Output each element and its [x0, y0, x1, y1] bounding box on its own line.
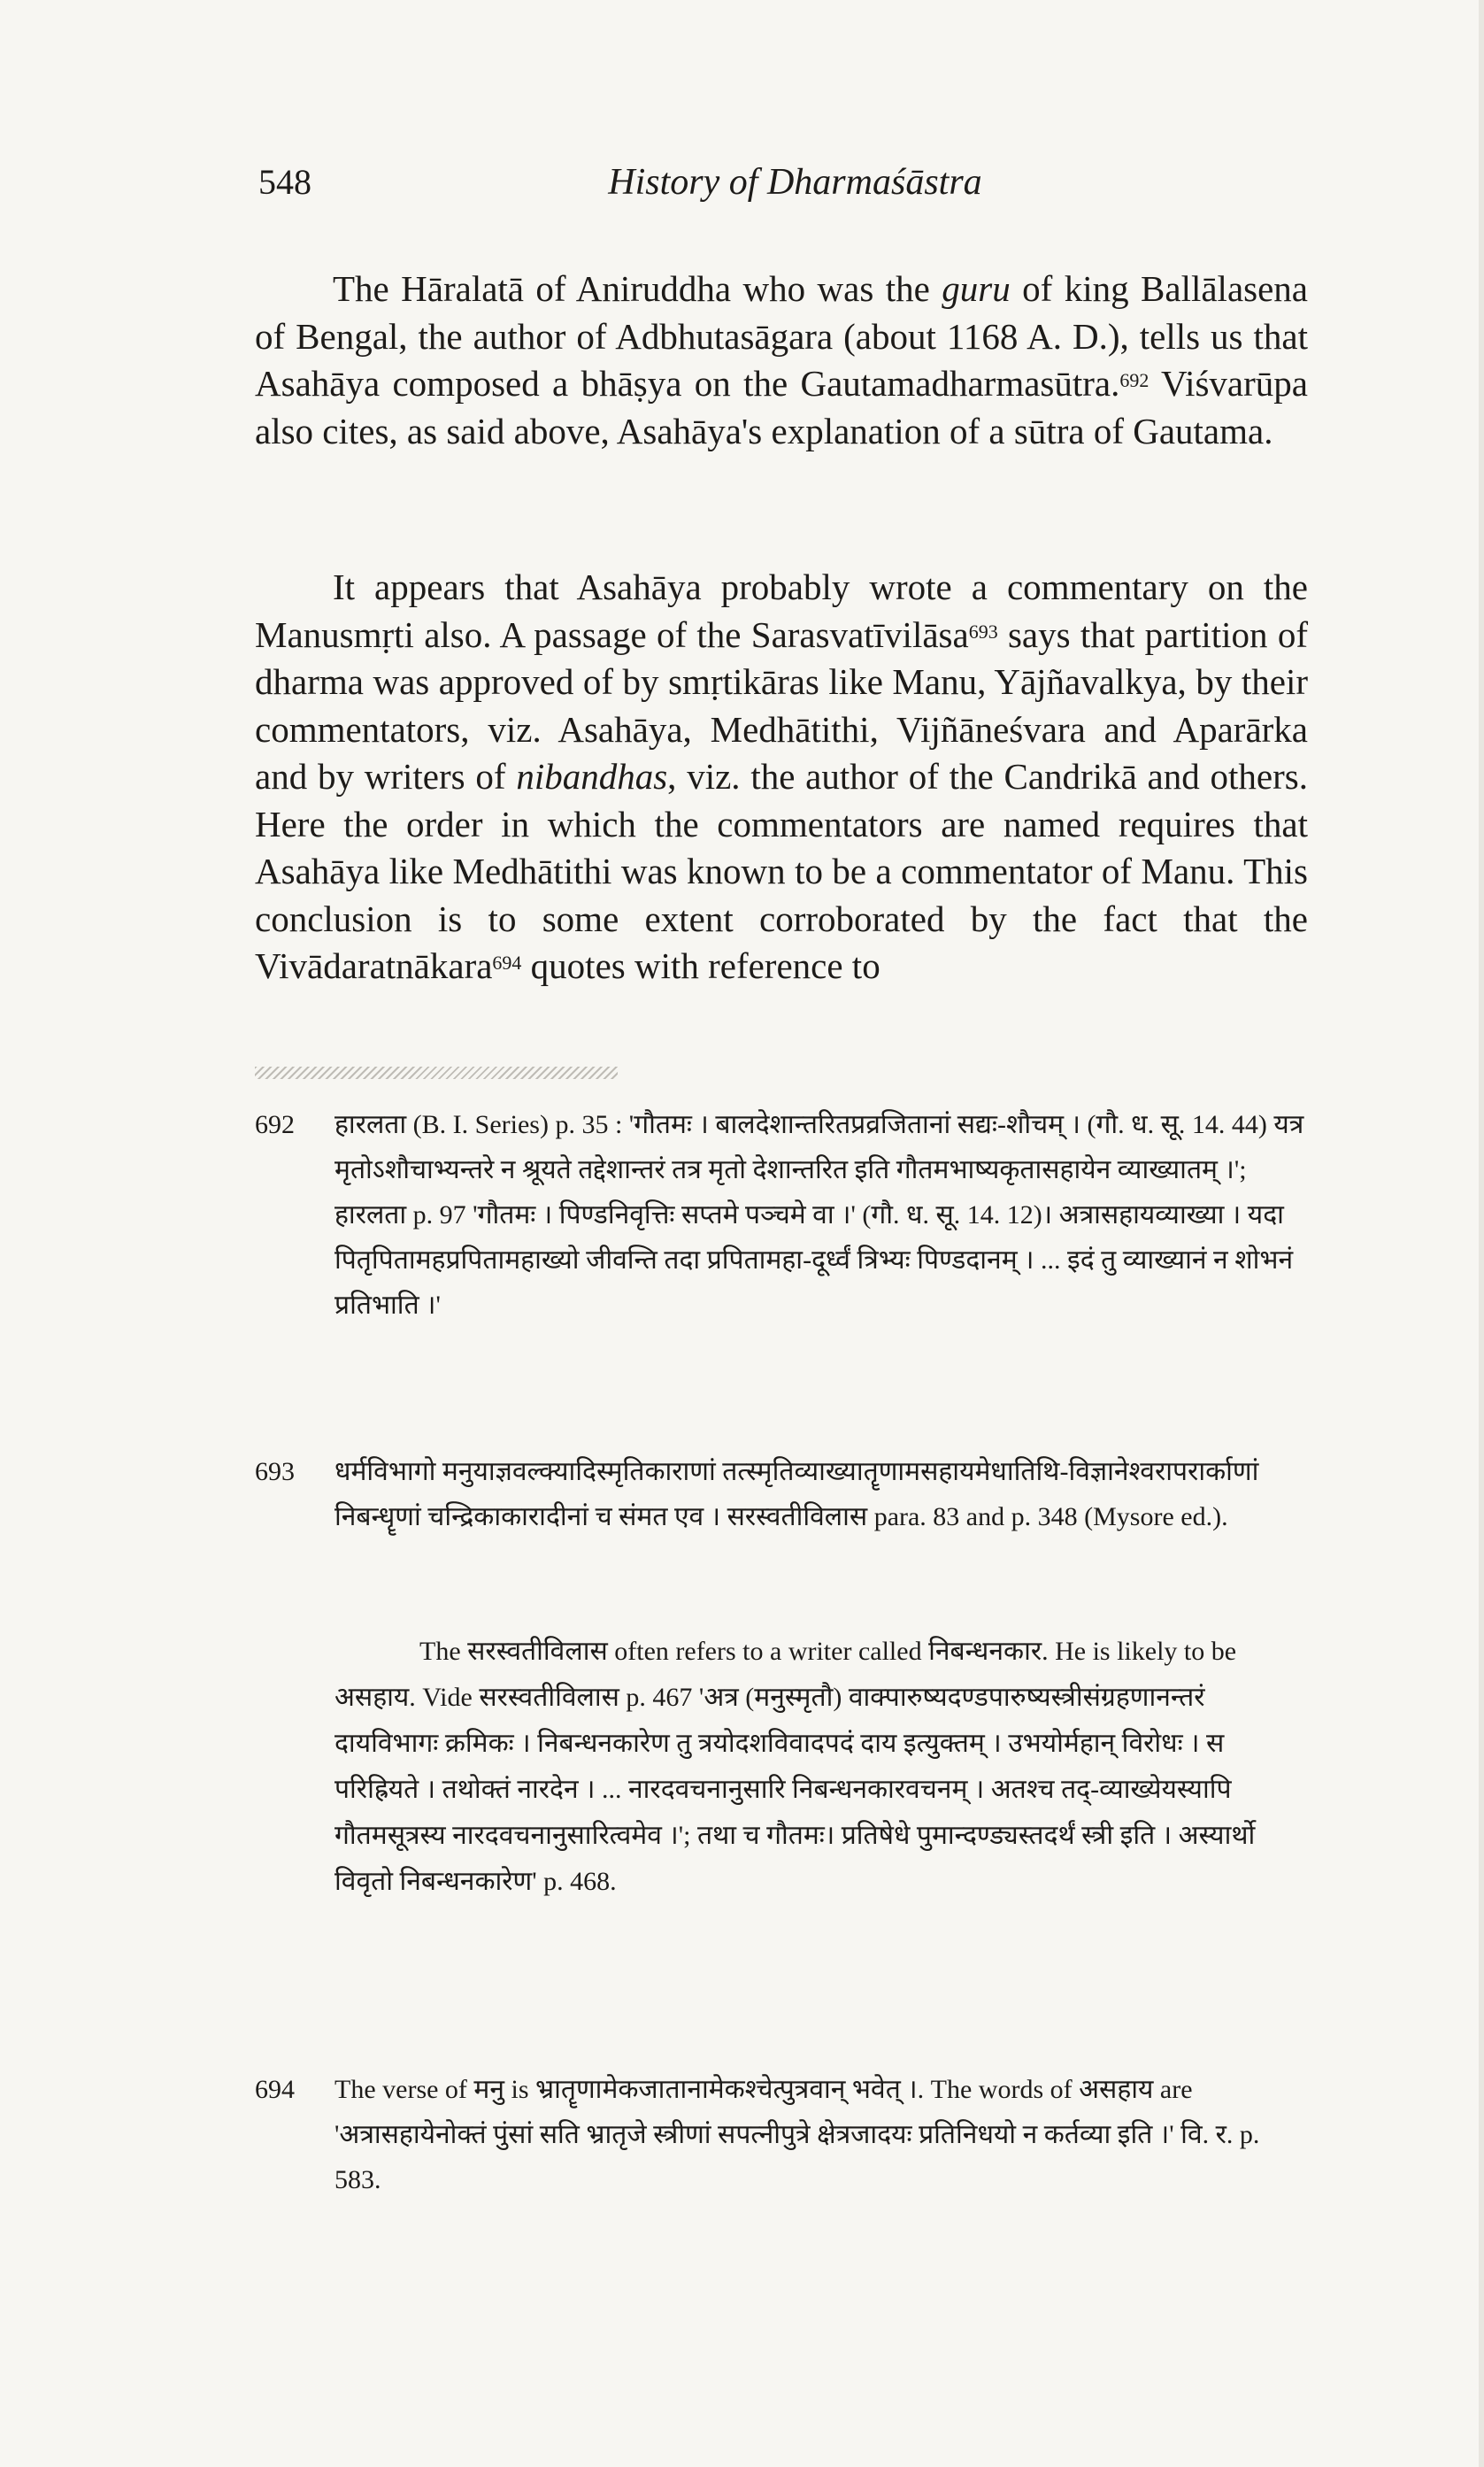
para1-text-c: Viśvarūpa also cites, as said above, Asahāya's explanation of a sūtra of Gautama. [255, 363, 1308, 451]
para2-text-b: says that partition of dharma was approved of by smṛtikāras like Manu, Yājñavalkya, by their commentators, viz. Asahāya, Medhātithi, Vijñāneśvara and Aparārka and by writers of [255, 613, 1308, 797]
footnote-number: 693 [255, 1457, 295, 1486]
para1-italic-guru: guru [942, 268, 1011, 309]
footnote-694 [255, 2067, 1308, 2202]
footnote-692 [255, 1102, 1308, 1328]
footnote-693-continuation: The सरस्वतीविलास often refers to a writer called निबन्धनकार. He is likely to be असहाय. Vide सरस्वतीविलास p. 467 'अत्र (मनुस्मृतौ) वाक्पारुष्यदण्डपारुष्यस्त्रीसंग्रहणानन्तरं दायविभागः क्रमिकः । निबन्धनकारेण तु त्रयोदशविवादपदं दाय इत्युक्तम् । उभयोर्महान् विरोधः । स परिह्रियते । तथोक्तं नारदेन । ... नारदवचनानुसारि निबन्धनकारवचनम् । अतश्च तद्-व्याख्येयस्यापि गौतमसूत्रस्य नारदवचनानुसारित्वमेव ।'; तथा च गौतमः। प्रतिषेधे पुमान्दण्ड्यस्तदर्थं स्त्री इति । अस्यार्थो विवृतो निबन्धनकारेण' p. 468. [334, 1637, 1256, 1896]
footnote-ref-693[interactable]: 693 [968, 620, 998, 643]
para2-text-a: It appears that Asahāya probably wrote a commentary on the Manusmṛti also. A passage of the Sarasvatīvilāsa [255, 567, 1308, 655]
footnote-693 [255, 1449, 1308, 1539]
para2-text-d: quotes with reference to [521, 945, 880, 986]
para2-text-c: , viz. the author of the Candrikā and others. Here the order in which the commentators are named requires that Asahāya like Medhātithi was known to be a commentator of Manu. This conclusion is to some extent corroborated by the fact that the Vivādaratnākara [255, 756, 1308, 986]
footnote-ref-692[interactable]: 692 [1119, 369, 1150, 391]
paragraph-manusmrti [255, 564, 1308, 991]
footnote-number: 694 [255, 2075, 295, 2104]
footnote-number: 692 [255, 1110, 295, 1139]
footnote-text: The verse of मनु is भ्रातॄणामेकजातानामेकश्चेत्पुत्रवान् भवेत् ।. The words of असहाय are 'अत्रासहायेनोक्तं पुंसां सति भ्रातृजे स्त्रीणां सपत्नीपुत्रे क्षेत्रजादयः प्रतिनिधयो न कर्तव्या इति ।' वि. र. p. 583. [334, 2075, 1260, 2194]
para2-italic-nibandhas: nibandhas [516, 756, 668, 797]
paragraph-haralata [255, 266, 1308, 455]
para1-text-b: of king Ballālasena of Bengal, the author of Adbhutasāgara (about 1168 A. D.), tells us that Asahāya composed a bhāṣya on the Gautamadharmasūtra. [255, 268, 1308, 404]
running-head: History of Dharmaśāstra [608, 162, 982, 203]
scan-edge [1479, 0, 1484, 2467]
footnote-text: हारलता (B. I. Series) p. 35 : 'गौतमः । बालदेशान्तरितप्रव्रजितानां सद्यः-शौचम् । (गौ. ध. सू. 14. 44) यत्र मृतोऽशौचाभ्यन्तरे न श्रूयते तद्देशान्तरं तत्र मृतो देशान्तरित इति गौतमभाष्यकृतासहायेन व्याख्यातम् ।'; हारलता p. 97 'गौतमः । पिण्डनिवृत्तिः सप्तमे पञ्चमे वा ।' (गौ. ध. सू. 14. 12)। अत्रासहायव्याख्या । यदा पितृपितामहप्रपितामहाख्यो जीवन्ति तदा प्रपितामहा-दूर्ध्वं त्रिभ्यः पिण्डदानम् । ... इदं तु व्याख्यानं न शोभनं प्रतिभाति ।' [334, 1110, 1304, 1320]
footnote-separator [255, 1067, 618, 1079]
para1-text-a: The Hāralatā of Aniruddha who was the [333, 268, 942, 309]
page-number: 548 [258, 162, 311, 202]
footnote-text: धर्मविभागो मनुयाज्ञवल्क्यादिस्मृतिकाराणां तत्स्मृतिव्याख्यातॄणामसहायमेधातिथि-विज्ञानेश्वरापरार्काणां निबन्धॄणां चन्द्रिकाकारादीनां च संमत एव । सरस्वतीविलास para. 83 and p. 348 (Mysore ed.). [334, 1457, 1259, 1531]
footnote-ref-694[interactable]: 694 [492, 952, 522, 974]
